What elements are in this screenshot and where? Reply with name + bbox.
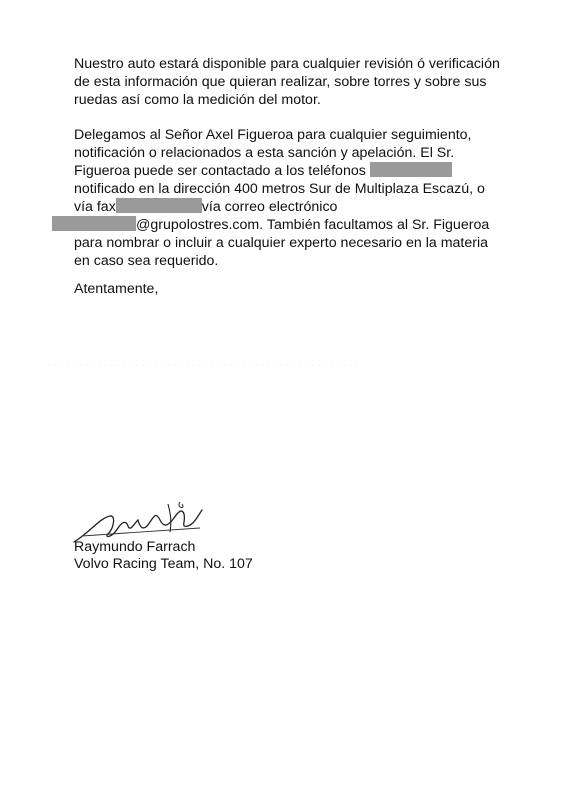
text-line: Nuestro auto estará disponible para cualquier revisión ó verificación xyxy=(74,56,500,72)
text-fragment: vía correo electrónico xyxy=(201,199,338,215)
bleed-through-artifact: · · · · · · · · · · · · · · · · · · · · · · · · · · · · · · · · · · · · · · · · · · · · · · · · · · xyxy=(48,362,359,369)
text-line: en caso sea requerido. xyxy=(74,253,219,269)
text-line: para nombrar o incluir a cualquier experto necesario en la materia xyxy=(74,235,489,251)
text-line: ruedas así como la medición del motor. xyxy=(74,92,321,108)
paragraph-delegation xyxy=(74,126,534,270)
text-line: notificación o relacionados a esta sanción y apelación. El Sr. xyxy=(74,145,455,161)
text-fragment: @grupolostres.com. También facultamos al Sr. Figueroa xyxy=(136,217,490,233)
redaction-email xyxy=(52,216,136,231)
text-line: Delegamos al Señor Axel Figueroa para cualquier seguimiento, xyxy=(74,127,472,143)
text-line-phone xyxy=(74,162,534,180)
signatory-team: Volvo Racing Team, No. 107 xyxy=(74,556,253,572)
text-fragment: vía fax xyxy=(74,199,116,215)
text-line-email xyxy=(52,216,534,234)
redaction-fax xyxy=(116,198,202,213)
text-line: notificado en la dirección 400 metros Sur de Multiplaza Escazú, o xyxy=(74,181,485,197)
text-line: de esta información que quieran realizar, sobre torres y sobre sus xyxy=(74,74,487,90)
redaction-phone xyxy=(370,162,452,177)
signatory-name: Raymundo Farrach xyxy=(74,539,196,555)
text-line-fax xyxy=(74,198,534,216)
paragraph-inspection xyxy=(74,55,534,109)
closing-salutation: Atentamente, xyxy=(74,281,159,297)
text-fragment: Figueroa puede ser contactado a los teléfonos xyxy=(74,163,370,179)
